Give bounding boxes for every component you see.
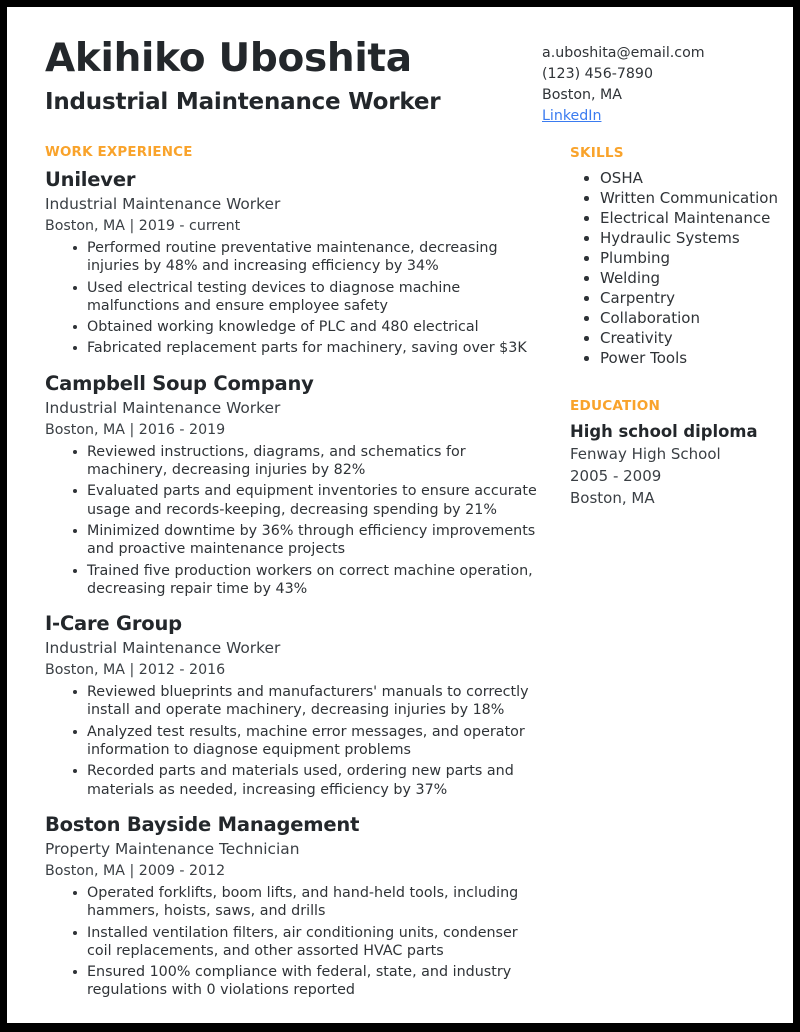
job-bullet: Reviewed instructions, diagrams, and schematics for machinery, decreasing injuries by 82% bbox=[73, 443, 543, 480]
skill-item: Carpentry bbox=[584, 288, 793, 308]
job-entry bbox=[45, 611, 543, 799]
resume-columns bbox=[45, 145, 778, 1013]
job-bullets bbox=[45, 239, 543, 358]
contact-block bbox=[542, 33, 767, 127]
skill-item: Written Communication bbox=[584, 188, 793, 208]
job-bullet: Installed ventilation filters, air conditioning units, condenser coil replacements, and other assorted HVAC parts bbox=[73, 924, 543, 961]
candidate-job-title: Industrial Maintenance Worker bbox=[45, 89, 441, 115]
job-role: Industrial Maintenance Worker bbox=[45, 398, 281, 417]
education-degree: High school diploma bbox=[570, 422, 758, 441]
sidebar-column bbox=[570, 145, 793, 509]
job-bullet: Fabricated replacement parts for machinery, saving over $3K bbox=[73, 339, 543, 357]
job-bullet: Reviewed blueprints and manufacturers' manuals to correctly install and operate machinery, decreasing injuries by 18% bbox=[73, 683, 543, 720]
job-meta: Boston, MA | 2012 - 2016 bbox=[45, 662, 226, 679]
education-location: Boston, MA bbox=[570, 489, 655, 507]
job-company: I-Care Group bbox=[45, 612, 182, 636]
contact-location: Boston, MA bbox=[542, 87, 623, 103]
job-bullets bbox=[45, 884, 543, 1000]
job-bullet: Evaluated parts and equipment inventories to ensure accurate usage and records-keeping, decreasing spending by 21% bbox=[73, 482, 543, 519]
job-company: Campbell Soup Company bbox=[45, 371, 314, 395]
skills-heading: SKILLS bbox=[570, 145, 624, 161]
job-bullet: Obtained working knowledge of PLC and 480 electrical bbox=[73, 318, 543, 336]
job-role: Property Maintenance Technician bbox=[45, 839, 300, 858]
contact-phone[interactable]: (123) 456-7890 bbox=[542, 66, 653, 82]
skill-item: Creativity bbox=[584, 328, 793, 348]
contact-email[interactable]: a.uboshita@email.com bbox=[542, 45, 705, 61]
job-bullets bbox=[45, 443, 543, 598]
job-entry bbox=[45, 167, 543, 358]
job-entry bbox=[45, 812, 543, 1000]
skill-item: Welding bbox=[584, 268, 793, 288]
job-bullet: Used electrical testing devices to diagnose machine malfunctions and ensure employee safety bbox=[73, 279, 543, 316]
resume-header bbox=[45, 33, 767, 127]
skill-item: OSHA bbox=[584, 168, 793, 188]
contact-linkedin-row bbox=[542, 106, 767, 127]
job-bullet: Trained five production workers on correct machine operation, decreasing repair time by 43% bbox=[73, 562, 543, 599]
job-bullet: Operated forklifts, boom lifts, and hand-held tools, including hammers, hoists, saws, and drills bbox=[73, 884, 543, 921]
job-bullets bbox=[45, 683, 543, 799]
education-school: Fenway High School bbox=[570, 445, 721, 463]
skill-item: Plumbing bbox=[584, 248, 793, 268]
skill-item: Power Tools bbox=[584, 348, 793, 368]
work-experience-heading: WORK EXPERIENCE bbox=[45, 145, 193, 160]
resume-page bbox=[7, 7, 793, 1023]
job-meta: Boston, MA | 2016 - 2019 bbox=[45, 421, 226, 438]
job-entry bbox=[45, 371, 543, 598]
skill-item: Hydraulic Systems bbox=[584, 228, 793, 248]
linkedin-link[interactable]: LinkedIn bbox=[542, 108, 602, 124]
job-bullet: Analyzed test results, machine error messages, and operator information to diagnose equipment problems bbox=[73, 723, 543, 760]
job-bullet: Minimized downtime by 36% through efficiency improvements and proactive maintenance projects bbox=[73, 522, 543, 559]
job-bullet: Recorded parts and materials used, ordering new parts and materials as needed, increasing efficiency by 37% bbox=[73, 762, 543, 799]
job-meta: Boston, MA | 2009 - 2012 bbox=[45, 862, 226, 879]
education-years: 2005 - 2009 bbox=[570, 467, 662, 485]
job-role: Industrial Maintenance Worker bbox=[45, 639, 281, 658]
skill-item: Collaboration bbox=[584, 308, 793, 328]
job-role: Industrial Maintenance Worker bbox=[45, 195, 281, 213]
education-heading: EDUCATION bbox=[570, 398, 661, 414]
candidate-name: Akihiko Uboshita bbox=[45, 36, 412, 81]
skill-item: Electrical Maintenance bbox=[584, 208, 793, 228]
header-identity bbox=[45, 33, 440, 117]
job-bullet: Performed routine preventative maintenance, decreasing injuries by 48% and increasing efficiency by 34% bbox=[73, 239, 543, 276]
skills-list bbox=[570, 168, 793, 368]
main-column bbox=[45, 145, 543, 1013]
job-meta: Boston, MA | 2019 - current bbox=[45, 218, 241, 234]
job-company: Unilever bbox=[45, 168, 136, 191]
education-section bbox=[570, 398, 793, 509]
job-company: Boston Bayside Management bbox=[45, 812, 360, 836]
job-bullet: Ensured 100% compliance with federal, state, and industry regulations with 0 violations reported bbox=[73, 963, 543, 1000]
